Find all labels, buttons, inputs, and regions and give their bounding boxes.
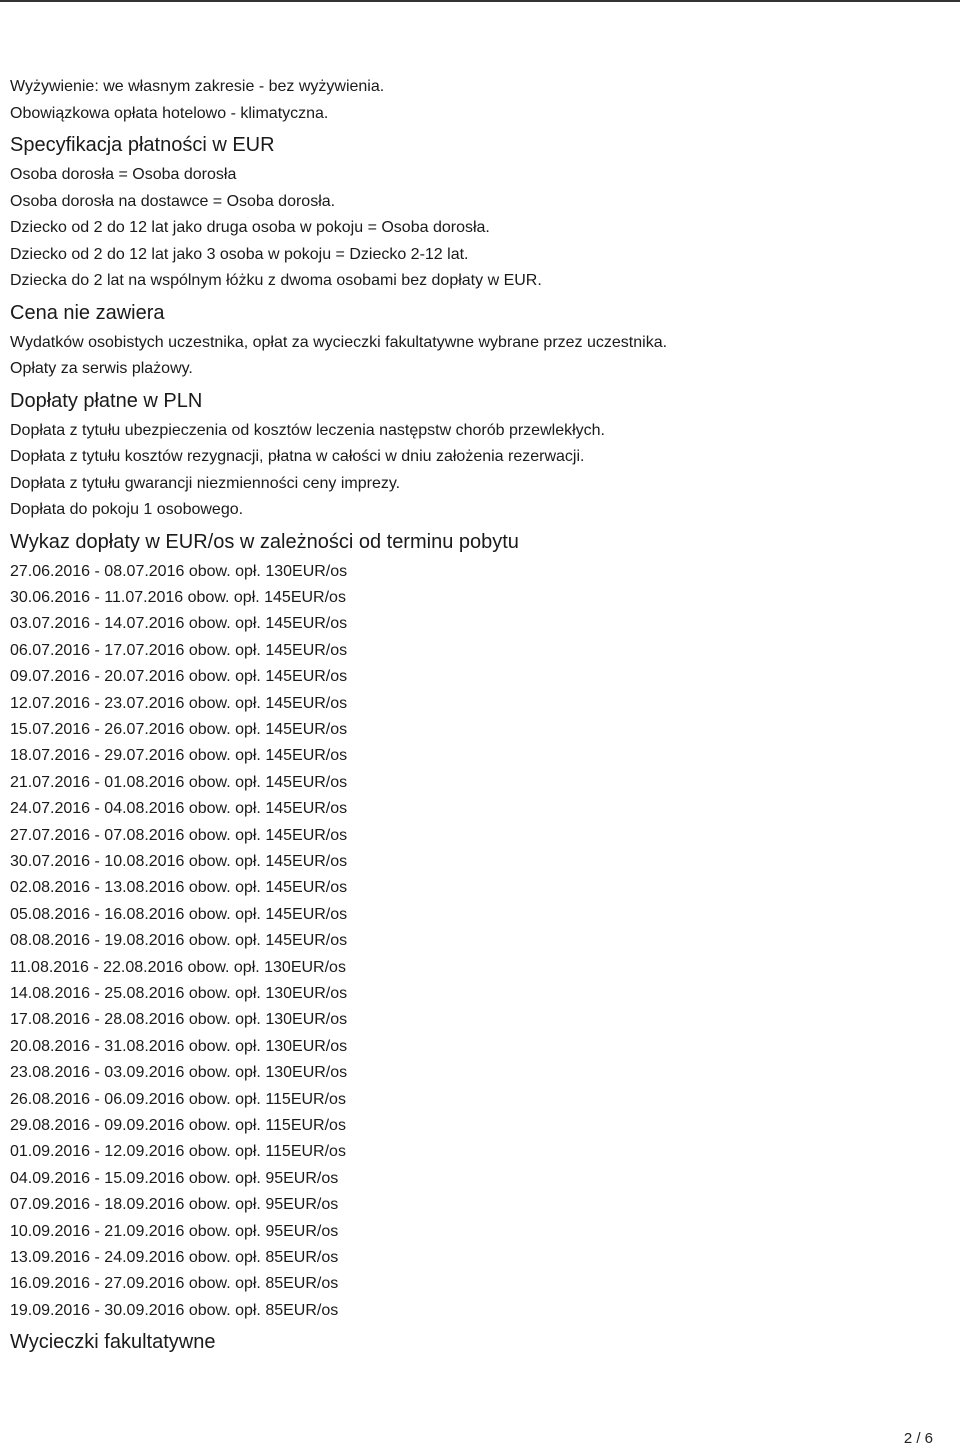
section-optional-trips [10, 1326, 940, 1358]
table-row: 04.09.2016 - 15.09.2016 obow. opł. 95EUR/os [10, 1169, 339, 1187]
list-item: Wydatków osobistych uczestnika, opłat za wycieczki fakultatywne wybrane przez uczestnika. [10, 333, 668, 351]
table-row: 19.09.2016 - 30.09.2016 obow. opł. 85EUR/os [10, 1301, 339, 1319]
table-row: 24.07.2016 - 04.08.2016 obow. opł. 145EUR/os [10, 800, 348, 818]
list-item: Dziecka do 2 lat na wspólnym łóżku z dwoma osobami bez dopłaty w EUR. [10, 272, 542, 289]
list-item: Osoba dorosła = Osoba dorosła [10, 166, 237, 183]
table-row: 27.07.2016 - 07.08.2016 obow. opł. 145EUR/os [10, 826, 348, 844]
list-item: Dopłata do pokoju 1 osobowego. [10, 501, 244, 518]
top-rule [0, 0, 960, 2]
table-row: 11.08.2016 - 22.08.2016 obow. opł. 130EUR/os [10, 958, 346, 976]
section-heading: Specyfikacja płatności w EUR [10, 134, 275, 156]
table-row: 27.06.2016 - 08.07.2016 obow. opł. 130EUR/os [10, 562, 348, 580]
table-row: 05.08.2016 - 16.08.2016 obow. opł. 145EUR/os [10, 905, 348, 923]
section-heading: Cena nie zawiera [10, 301, 165, 324]
table-row: 01.09.2016 - 12.09.2016 obow. opł. 115EUR/os [10, 1143, 346, 1161]
intro-line-meals: Wyżywienie: we własnym zakresie - bez wyżywienia. [10, 78, 385, 95]
list-item: Dziecko od 2 do 12 lat jako druga osoba w pokoju = Osoba dorosła. [10, 219, 490, 236]
table-row: 03.07.2016 - 14.07.2016 obow. opł. 145EUR/os [10, 615, 348, 633]
table-row: 16.09.2016 - 27.09.2016 obow. opł. 85EUR/os [10, 1275, 339, 1293]
table-row: 12.07.2016 - 23.07.2016 obow. opł. 145EUR/os [10, 694, 348, 712]
list-item: Dopłata z tytułu ubezpieczenia od kosztów leczenia następstw chorób przewlekłych. [10, 421, 605, 439]
intro-line-hotel-fee: Obowiązkowa opłata hotelowo - klimatyczna. [10, 104, 329, 122]
document-body [10, 74, 940, 1359]
table-row: 17.08.2016 - 28.08.2016 obow. opł. 130EUR/os [10, 1011, 348, 1029]
table-row: 30.06.2016 - 11.07.2016 obow. opł. 145EUR/os [10, 588, 346, 606]
table-row: 10.09.2016 - 21.09.2016 obow. opł. 95EUR/os [10, 1222, 339, 1240]
intro-block [10, 74, 940, 127]
date-price-list [10, 559, 940, 1325]
table-row: 29.08.2016 - 09.09.2016 obow. opł. 115EUR/os [10, 1117, 346, 1135]
list-item: Dopłata z tytułu gwarancji niezmienności ceny imprezy. [10, 474, 401, 492]
table-row: 13.09.2016 - 24.09.2016 obow. opł. 85EUR/os [10, 1249, 339, 1267]
list-item: Dziecko od 2 do 12 lat jako 3 osoba w pokoju = Dziecko 2-12 lat. [10, 245, 469, 263]
section-payment-spec [10, 129, 940, 295]
section-heading: Wycieczki fakultatywne [10, 1331, 216, 1354]
section-surcharges-pln [10, 385, 940, 524]
table-row: 15.07.2016 - 26.07.2016 obow. opł. 145EUR/os [10, 720, 348, 738]
table-row: 23.08.2016 - 03.09.2016 obow. opł. 130EUR/os [10, 1064, 348, 1082]
table-row: 14.08.2016 - 25.08.2016 obow. opł. 130EUR/os [10, 985, 348, 1002]
section-surcharge-dates [10, 526, 940, 1325]
section-price-excludes [10, 297, 940, 383]
table-row: 06.07.2016 - 17.07.2016 obow. opł. 145EUR/os [10, 641, 348, 659]
table-row: 07.09.2016 - 18.09.2016 obow. opł. 95EUR/os [10, 1196, 339, 1214]
page-number: 2 / 6 [903, 1430, 933, 1447]
table-row: 18.07.2016 - 29.07.2016 obow. opł. 145EUR/os [10, 747, 348, 765]
table-row: 21.07.2016 - 01.08.2016 obow. opł. 145EUR/os [10, 773, 348, 791]
table-row: 20.08.2016 - 31.08.2016 obow. opł. 130EUR/os [10, 1037, 348, 1055]
list-item: Osoba dorosła na dostawce = Osoba dorosła. [10, 192, 336, 210]
table-row: 09.07.2016 - 20.07.2016 obow. opł. 145EUR/os [10, 668, 348, 686]
table-row: 08.08.2016 - 19.08.2016 obow. opł. 145EUR/os [10, 932, 348, 950]
section-heading: Wykaz dopłaty w EUR/os w zależności od terminu pobytu [10, 530, 519, 553]
table-row: 02.08.2016 - 13.08.2016 obow. opł. 145EUR/os [10, 879, 348, 897]
section-heading: Dopłaty płatne w PLN [10, 389, 203, 412]
list-item: Dopłata z tytułu kosztów rezygnacji, płatna w całości w dniu założenia rezerwacji. [10, 448, 585, 465]
table-row: 30.07.2016 - 10.08.2016 obow. opł. 145EUR/os [10, 852, 348, 870]
table-row: 26.08.2016 - 06.09.2016 obow. opł. 115EUR/os [10, 1090, 346, 1108]
list-item: Opłaty za serwis plażowy. [10, 360, 193, 377]
